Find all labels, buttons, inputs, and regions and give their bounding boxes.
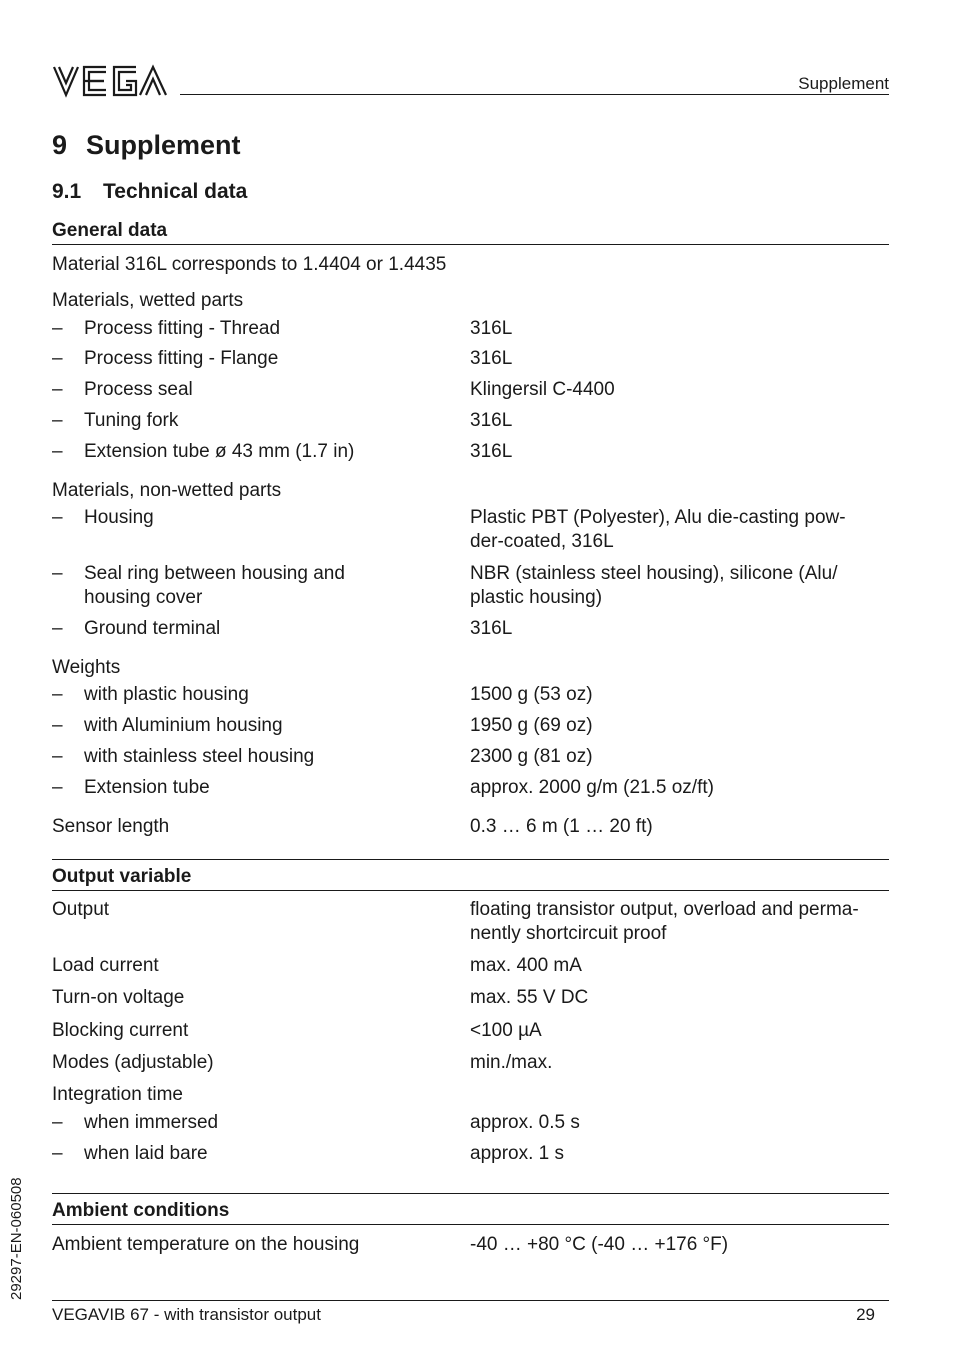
section-title: Technical data <box>103 180 248 203</box>
general-data-section <box>52 220 889 245</box>
chapter-heading <box>52 130 241 161</box>
chapter-title: Supplement <box>86 130 241 160</box>
chapter-number: 9 <box>52 130 68 160</box>
header-rule <box>180 94 889 95</box>
general-data-title: General data <box>52 220 889 245</box>
output-variable-title: Output variable <box>52 859 889 891</box>
ambient-conditions-section <box>52 1193 889 1225</box>
table-row: Output floating transistor output, overload and perma- nently shortcircuit proof <box>52 899 859 944</box>
footer-product: VEGAVIB 67 - with transistor output <box>52 1305 321 1324</box>
table-row: – Seal ring between housing and housing cover NBR (stainless steel housing), silicone (Alu/ plastic housing) <box>52 563 838 608</box>
section-heading <box>52 180 247 204</box>
page-number: 29 <box>856 1305 875 1324</box>
output-variable-section <box>52 859 889 891</box>
header-label: Supplement <box>798 74 889 93</box>
document-code: 29297-EN-060508 <box>8 1177 25 1300</box>
vega-logo <box>52 64 168 98</box>
footer-rule <box>52 1300 889 1301</box>
section-number: 9.1 <box>52 180 82 203</box>
table-row: – Housing Plastic PBT (Polyester), Alu die-casting pow- der-coated, 316L <box>52 507 846 552</box>
ambient-conditions-title: Ambient conditions <box>52 1193 889 1225</box>
